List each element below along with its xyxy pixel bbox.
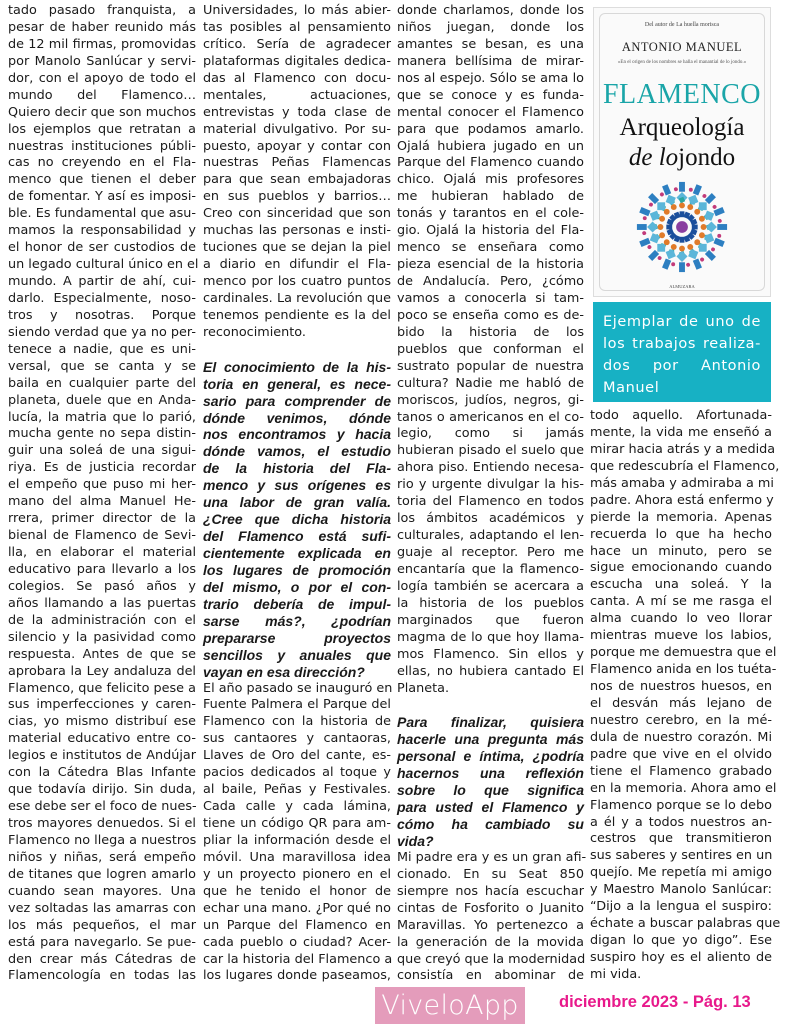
text-line: móvil. Una maravillosa idea <box>203 849 391 865</box>
text-line: tros mayores denuedos. Si el <box>8 816 196 831</box>
text-line: mi vida. <box>590 966 642 982</box>
text-line: de fomentar. Y así es imposi- <box>8 189 196 205</box>
text-line: magma de lo que hoy llama- <box>397 629 584 645</box>
text-line: del Flamenco está sufi- <box>203 528 391 545</box>
text-line: Flamencología en todas las <box>8 968 196 984</box>
text-line: tuciones que se dejan la piel <box>203 240 391 256</box>
text-line: tonás y tarantos en el cole- <box>397 206 584 222</box>
text-line: por Manolo Sanlúcar y servi- <box>8 53 196 69</box>
text-line: de 12 mil firmas, promovidas <box>8 36 196 52</box>
text-line: canta. A mí se me rasga el <box>590 594 772 610</box>
text-line: mente, la vida me enseñó a <box>590 424 772 440</box>
text-line: tenece a nadie, que es uni- <box>8 341 196 357</box>
image-caption <box>593 302 771 402</box>
text-line: ahora piso. Entiendo necesa- <box>397 460 584 476</box>
text-line: los más pequeños, el mar <box>8 917 196 933</box>
text-line: legio, como si jamás <box>397 426 584 442</box>
text-line: de titanes que logren amarlo <box>8 866 196 882</box>
article-column-4 <box>590 408 781 984</box>
text-line: padre. Ahora está enfermo y <box>590 492 774 508</box>
text-line: muchas las personas e insti- <box>203 223 391 239</box>
text-line: tros y nosotras. Porque <box>8 307 196 323</box>
cover-publisher: ALMUZARA <box>669 284 695 289</box>
text-line: mental conocer el Flamenco <box>397 104 584 120</box>
text-line: tenemos pendiente es la del <box>203 307 391 323</box>
text-line: los ámbitos académicos y <box>397 511 584 527</box>
text-line: crítico. Sería de agradecer <box>203 36 391 52</box>
text-line: Flamenco anida en los tuéta- <box>590 662 777 678</box>
text-line: Flamenco porque se lo debo <box>590 797 772 813</box>
text-line: El conocimiento de la his- <box>203 358 391 375</box>
text-line: hace un minuto, pero se <box>590 543 772 559</box>
text-line: mirar hacia atrás y a medida <box>590 441 776 457</box>
text-line: rio y urgente divulgar la his- <box>397 477 584 493</box>
text-line: de Andalucía. Pero, ¿cómo <box>397 274 584 289</box>
text-line: puesto, apoyar y contar con <box>203 138 391 154</box>
text-line: logía también se acercara a <box>397 578 584 594</box>
text-line: den crear más Cátedras de <box>8 951 196 967</box>
text-line: Ojalá hubiera jugado en un <box>397 138 584 154</box>
text-line: y un proyecto pionero en el <box>203 866 391 882</box>
text-line: sustrato popular de nuestra <box>397 358 584 374</box>
text-line: siendo verdad que ya no per- <box>8 324 196 340</box>
answer-paragraph <box>203 681 391 986</box>
text-line: los lugares donde paseamos, <box>203 968 391 984</box>
text-line: sus cantaores y cantaoras, <box>203 731 391 747</box>
text-line: reconocimiento. <box>203 324 306 340</box>
text-line: escucha una soleá. Y la <box>590 577 772 593</box>
text-line: el honor de ser custodios de <box>8 240 196 256</box>
text-line: trario debería de impul- <box>203 595 391 612</box>
text-line: quejío. Me repetía mi amigo <box>590 865 772 881</box>
text-line: la generación de la movida <box>397 934 584 950</box>
text-line: Cada calle y cada lámina, <box>203 799 391 815</box>
text-line: vez soltadas las amarras con <box>8 900 196 916</box>
paragraph-spacer <box>203 342 391 359</box>
text-line: pliar la información desde el <box>203 832 391 848</box>
text-line: material divulgativo. Por su- <box>203 121 391 137</box>
text-line: suspiro hoy es el aliento de <box>590 950 772 965</box>
text-line: marginados que fueron <box>397 612 584 628</box>
article-column-1 <box>8 3 199 985</box>
answer-paragraph <box>8 3 199 985</box>
text-line: de la historia del Fla- <box>203 460 391 477</box>
text-line: pacios dedicados al toque y <box>203 765 391 781</box>
text-line: padre que vive en el olvido <box>590 746 772 762</box>
text-line: alma cuando lo veo llorar <box>590 611 772 627</box>
text-line: versal, que se canta y se <box>8 358 196 374</box>
article-column-3 <box>397 3 587 985</box>
cover-subtitle: Arqueología <box>619 114 745 141</box>
text-line: Flamenco con la historia de <box>203 714 391 730</box>
text-line: los lugares de promoción <box>203 561 391 578</box>
text-line: entrevistas y toda clase de <box>203 104 391 120</box>
text-line: para que sean embajadoras <box>203 172 391 188</box>
cover-subtitle-2 <box>594 144 770 172</box>
text-line: sigue emocionando cuando <box>590 560 772 576</box>
text-line: Llaves de Oro del cante, es- <box>203 748 391 764</box>
text-line: car la historia del Flamenco a <box>203 951 393 967</box>
text-line: échate a buscar palabras que <box>590 916 781 932</box>
text-line: cómo ha cambiado su <box>397 816 584 832</box>
caption-line: los trabajos realiza- <box>603 336 761 352</box>
text-line: mundo del Flamenco… <box>8 87 196 103</box>
caption-line: dos por Antonio <box>603 358 761 374</box>
text-line: Quiero decir que son muchos <box>8 104 196 120</box>
text-line: porque me demuestra que el <box>590 645 777 661</box>
text-line: vayan en esa dirección? <box>203 663 365 680</box>
text-line: pierde la memoria. Apenas <box>590 509 772 525</box>
text-line: del mismo, o por el con- <box>203 578 391 595</box>
text-line: para que podamos amarlo. <box>397 121 584 137</box>
text-line: cuando sean mayores. Una <box>8 883 196 899</box>
text-line: a él y a todos nuestros an- <box>590 814 772 830</box>
text-line: años llamando a las puertas <box>8 595 196 611</box>
text-line: chico. Ojalá mis profesores <box>397 172 584 188</box>
text-line: la historia de los pueblos <box>397 595 584 611</box>
text-line: menco que tienen el deber <box>8 172 196 188</box>
text-line: me hubieran hablado de <box>397 189 584 205</box>
text-line: de la administración con el <box>8 612 196 628</box>
text-line: el empeño que puso mi her- <box>8 477 196 493</box>
article-column-2 <box>203 3 391 985</box>
text-line: tiene un código QR para am- <box>203 816 391 831</box>
text-line: todo aquello. Afortunada- <box>590 408 772 423</box>
text-line: Creo con sinceridad que son <box>203 206 391 222</box>
text-line: pieza esencial de la historia <box>397 257 584 273</box>
text-line: mano del alma Manuel He- <box>8 494 196 510</box>
text-line: colegios. Se pasó años y <box>8 578 196 594</box>
text-line: vida? <box>397 832 434 849</box>
text-line: Parque del Flamenco cuando <box>397 155 584 171</box>
text-line: mundo. A partir de ahí, cui- <box>8 274 196 289</box>
text-line: cada pueblo o ciudad? Acer- <box>203 934 391 950</box>
text-line: un Parque del Flamenco en <box>203 917 391 933</box>
text-line: sus imperfecciones y caren- <box>8 697 196 713</box>
text-line: cultura? Nadie me habló de <box>397 375 584 391</box>
text-line: donde charlamos, donde los <box>397 3 584 18</box>
text-line: “Dijo a la lengua el suspiro: <box>590 899 772 915</box>
text-line: hubieran pisado el suelo que <box>397 443 584 459</box>
text-line: en la memoria. Ahora amo el <box>590 780 777 796</box>
text-line: legios e institutos de Andújar <box>8 748 196 764</box>
text-line: sario para comprender de <box>203 392 391 409</box>
text-line: ¿Cree que dicha historia <box>203 511 391 528</box>
text-line: mentales, actuaciones, <box>203 87 391 103</box>
text-line: toria en general, es nece- <box>203 375 391 392</box>
text-line: una labor de gran valía. <box>203 494 391 511</box>
issue-date-page-number: diciembre 2023 - Pág. 13 <box>559 993 751 1011</box>
text-line: a diario en difundir el Fla- <box>203 257 391 273</box>
text-line: dónde vamos, el estudio <box>203 443 391 460</box>
text-line: siempre nos hacía escuchar <box>397 883 584 899</box>
answer-paragraph <box>397 3 584 697</box>
answer-paragraph <box>590 408 781 984</box>
text-line: cestros que transmitieron <box>590 831 772 847</box>
text-line: aprobara la Ley andaluza del <box>8 663 196 679</box>
text-line: tanos o americanos en el co- <box>397 409 584 425</box>
text-line: el desván más lejano de <box>590 695 772 711</box>
text-line: tiene el Flamenco grabado <box>590 763 772 779</box>
text-line: moriscos, judíos, negros, gi- <box>397 392 584 408</box>
text-line: personal e íntima, ¿podría <box>397 748 584 765</box>
cover-author: ANTONIO MANUEL <box>621 40 743 54</box>
text-line: culturales, adaptando el len- <box>397 528 584 544</box>
text-line: sus saberes y sentires en un <box>590 848 773 864</box>
text-line: nuestro cerebro, en la mé- <box>590 712 772 728</box>
text-line: con la Cátedra Blas Infante <box>8 765 196 781</box>
text-line: dula de nuestro corazón. Mi <box>590 729 772 745</box>
text-line: que he tenido el honor de <box>203 883 391 899</box>
cover-subtitle-italic: de lo <box>628 144 679 171</box>
interview-question <box>397 714 584 850</box>
paragraph-spacer <box>397 697 584 714</box>
text-line: cas no creyendo en el Fla- <box>8 155 196 171</box>
text-line: bienal de Flamenco de Sevi- <box>8 528 196 544</box>
text-line: mamos la responsabilidad y <box>8 223 196 239</box>
text-line: darlo. Especialmente, noso- <box>8 290 196 306</box>
text-line: en sus pueblos y barrios… <box>203 189 391 205</box>
text-line: amantes se besan, es una <box>397 36 584 52</box>
text-line: ble. Es fundamental que asu- <box>8 206 196 222</box>
text-line: y Maestro Manolo Sanlúcar: <box>590 882 772 898</box>
text-line: menco por los cuatro puntos <box>203 274 391 289</box>
text-line: El año pasado se inauguró en <box>203 680 393 696</box>
text-line: cias, yo mismo distribuí ese <box>8 714 196 730</box>
text-line: que redescubría el Flamenco, <box>590 458 780 474</box>
text-line: rrera, primer director de la <box>8 511 196 527</box>
text-line: tado pasado franquista, a <box>8 3 196 18</box>
text-line: Para finalizar, quisiera <box>397 714 584 731</box>
text-line: que creyó que la modernidad <box>397 951 586 967</box>
cover-title: FLAMENCO <box>602 79 761 110</box>
text-line: nuestras Peñas Flamencas <box>203 155 391 171</box>
text-line: cionado. En su Seat 850 <box>397 866 584 882</box>
text-line: Planeta. <box>397 680 450 696</box>
text-line: educativo para llevarlo a los <box>8 561 196 577</box>
text-line: Mi padre era y es un gran afi- <box>397 849 587 865</box>
text-line: encantaría que la flamenco- <box>397 561 584 577</box>
cover-pre-title: Del autor de La huella morisca <box>644 22 720 28</box>
text-line: guir una soleá de una sigui- <box>8 443 196 459</box>
text-line: planeta, duele que en Anda- <box>8 392 196 408</box>
text-line: digan lo que yo digo”. Ese <box>590 933 772 949</box>
text-line: mientras mueve los labios, <box>590 628 772 644</box>
text-line: hacernos una reflexión <box>397 765 584 782</box>
text-line: cientemente explicada en <box>203 545 391 561</box>
text-line: mucha gente no sepa distin- <box>8 426 196 442</box>
text-line: consistía en abominar de <box>397 968 584 984</box>
text-line: sarse más?, ¿podrían <box>203 612 391 629</box>
text-line: recuerda lo que ha hecho <box>590 526 772 542</box>
text-line: Fuente Palmera el Parque del <box>203 697 391 713</box>
text-line: nos de nuestros huesos, en <box>590 679 772 694</box>
text-line: bido la historia de los <box>397 324 584 340</box>
cover-quote: «En el origen de los nombres se halla el manantial de lo jondo.» <box>617 60 747 65</box>
text-line: un legado cultural único en el <box>8 257 199 273</box>
text-line: respuesta. Antes de que se <box>8 646 196 662</box>
text-line: niños y niñas, será empeño <box>8 849 196 865</box>
vivelo-app-logo: ViveloApp <box>375 987 525 1024</box>
caption-line: Ejemplar de uno de <box>603 314 761 330</box>
text-line: cintas de Fosforito o Juanito <box>397 900 584 916</box>
text-line: manera bellísima de mirar- <box>397 53 584 69</box>
rosette-ornament-icon <box>633 178 731 276</box>
text-line: nos encontramos y hacia <box>203 426 391 443</box>
text-line: dor, con el apoyo de todo el <box>8 70 196 86</box>
text-line: nuestras instituciones públi- <box>8 138 196 154</box>
text-line: silencio y la pasividad como <box>8 629 196 645</box>
text-line: prepararse proyectos <box>203 629 391 646</box>
text-line: lucía, la matria que lo parió, <box>8 409 196 425</box>
interview-question <box>203 359 391 681</box>
text-line: Flamenco no llega a nuestros <box>8 832 197 848</box>
text-line: menco se enseñara como <box>397 240 584 256</box>
text-line: echar una mano. ¿Por qué no <box>203 900 391 916</box>
text-line: pueblos que conforman el <box>397 341 584 357</box>
text-line: mos Flamenco. Sin ellos y <box>397 646 584 662</box>
text-line: baila en cualquier parte del <box>8 375 196 391</box>
text-line: sencillos y anuales que <box>203 646 391 663</box>
text-line: está para navegarlo. Se pue- <box>8 934 196 950</box>
text-line: menco y sus orígenes es <box>203 477 391 494</box>
text-line: nos al espejo. Sólo se ama lo <box>397 70 584 86</box>
text-line: das al Flamenco con docu- <box>203 70 391 86</box>
text-line: al baile, Peñas y Festivales. <box>203 782 391 798</box>
text-line: hacerle una pregunta más <box>397 731 584 748</box>
text-line: tas posibles al pensamiento <box>203 19 391 35</box>
text-line: que todavía dirijo. Sin duda, <box>8 782 196 798</box>
text-line: ellas, no hubiera cantado El <box>397 663 584 679</box>
text-line: los ejemplos que retratan a <box>8 121 196 137</box>
text-line: material educativo entre co- <box>8 731 196 747</box>
text-line: más amaba y admiraba a mi <box>590 475 774 491</box>
text-line: sobre lo que significa <box>397 782 584 799</box>
text-line: toria del Flamenco en todos <box>397 494 584 510</box>
text-line: lla, en elaborar el material <box>8 545 196 560</box>
text-line: ese debe ser el foco de nues- <box>8 799 197 815</box>
text-line: que se conoce y es funda- <box>397 87 584 103</box>
text-line: riya. Es de justicia recordar <box>8 460 196 476</box>
text-line: poco se enseña como es de- <box>397 307 584 323</box>
text-line: guaje al receptor. Pero me <box>397 545 584 560</box>
text-line: niños juegan, donde los <box>397 19 584 35</box>
book-cover-image <box>593 7 771 297</box>
text-line: plataformas digitales dedica- <box>203 53 391 69</box>
answer-paragraph <box>397 849 587 986</box>
text-line: gio. Ojalá la historia del Fla- <box>397 223 584 239</box>
answer-paragraph <box>203 3 391 342</box>
text-line: vamos a conocerla si tam- <box>397 290 584 306</box>
text-line: cardinales. La revolución que <box>203 290 391 306</box>
text-line: pesar de haber reunido más <box>8 19 196 35</box>
text-line: para usted el Flamenco y <box>397 799 584 816</box>
text-line: Universidades, lo más abier- <box>203 3 391 18</box>
text-line: Flamenco, que felicito pese a <box>8 680 196 696</box>
caption-line: Manuel <box>603 380 660 396</box>
cover-subtitle-roman: jondo <box>678 144 736 171</box>
text-line: dónde venimos, dónde <box>203 409 391 426</box>
text-line: Maravillas. Yo pertenezco a <box>397 917 584 933</box>
